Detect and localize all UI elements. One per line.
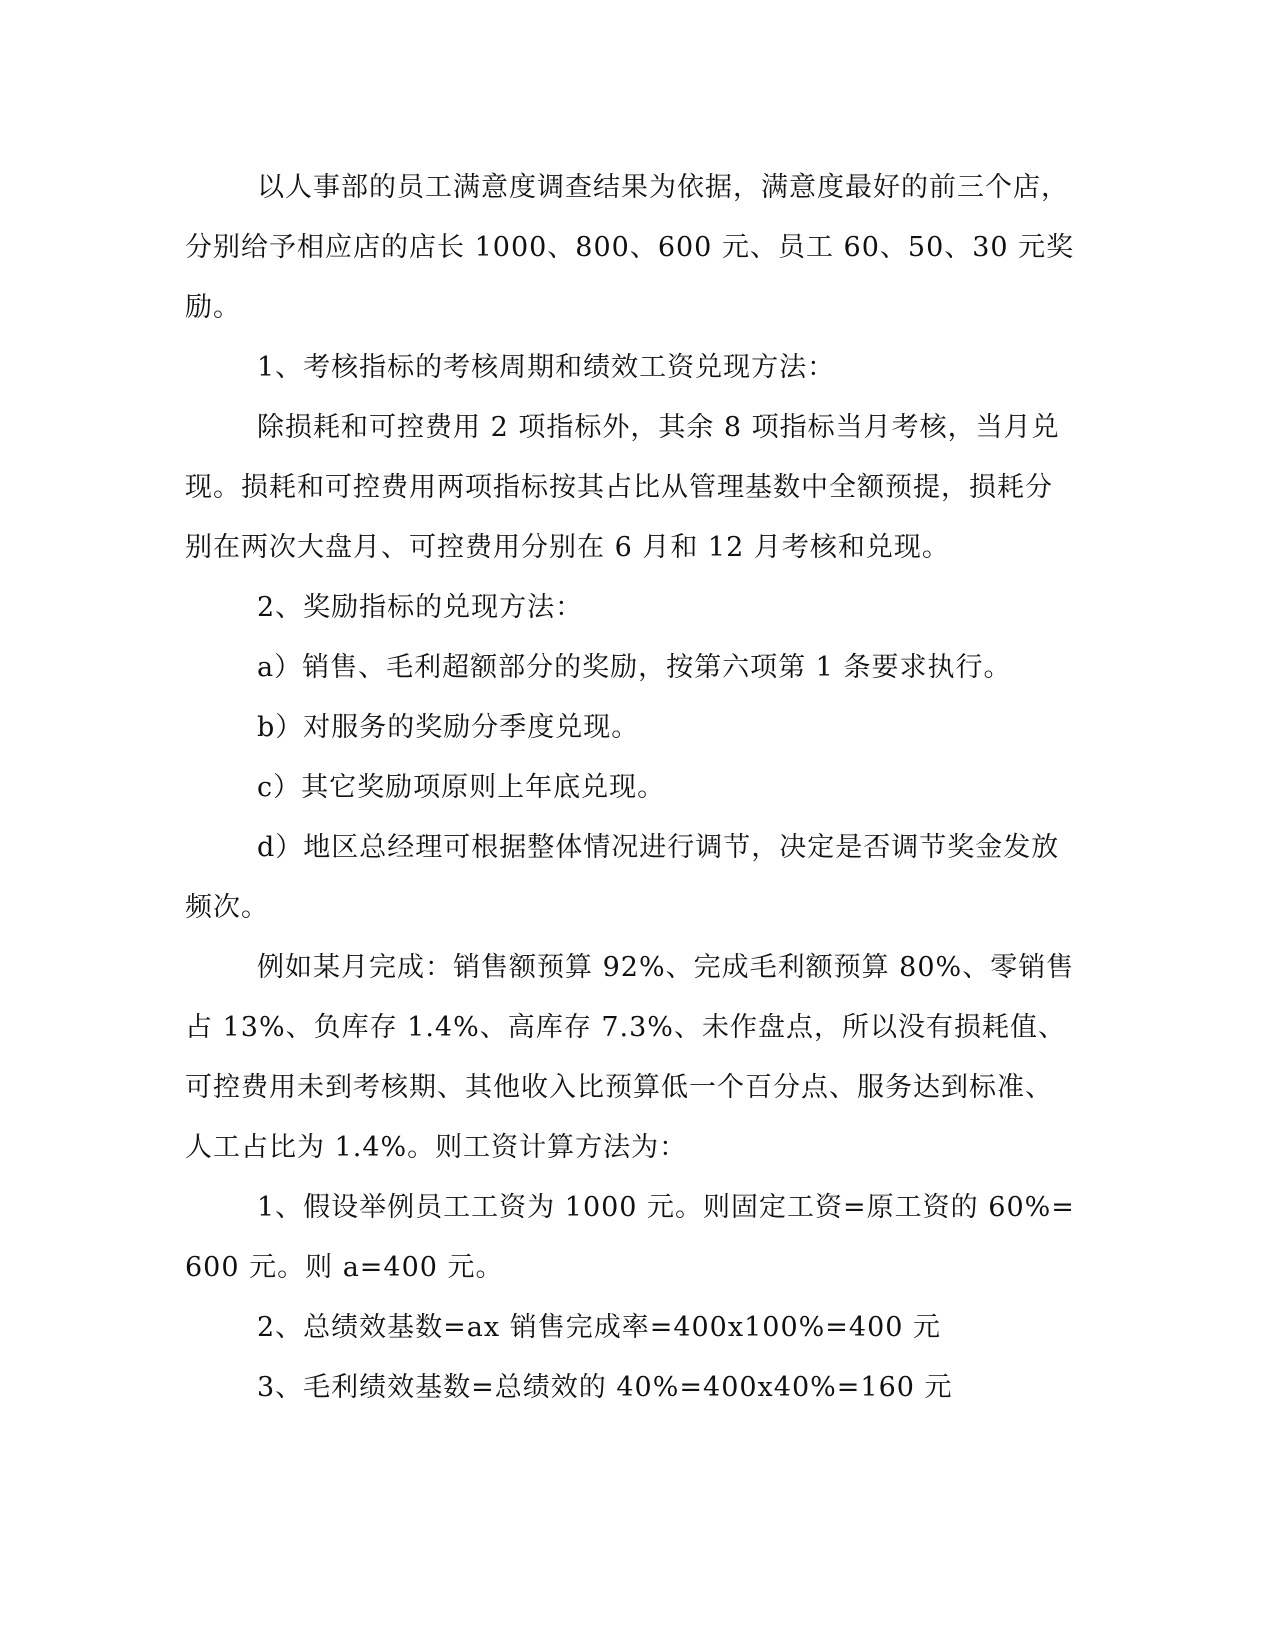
paragraph-step-1: 1、假设举例员工工资为 1000 元。则固定工资=原工资的 60%=600 元。则 a=400 元。 — [185, 1192, 1075, 1283]
paragraph-heading-reward-method: 2、奖励指标的兑现方法： — [257, 592, 584, 623]
paragraph-satisfaction-award: 以人事部的员工满意度调查结果为依据，满意度最好的前三个店，分别给予相应店的店长 1000、800、600 元、员工 60、50、30 元奖励。 — [185, 172, 1075, 323]
paragraph-assessment-cycle: 除损耗和可控费用 2 项指标外，其余 8 项指标当月考核，当月兑现。损耗和可控费用两项指标按其占比从管理基数中全额预提，损耗分别在两次大盘月、可控费用分别在 6 月和 12 月考核和兑现。 — [185, 412, 1060, 563]
paragraph-item-a: a）销售、毛利超额部分的奖励，按第六项第 1 条要求执行。 — [257, 652, 1012, 683]
paragraph-step-3: 3、毛利绩效基数=总绩效的 40%=400x40%=160 元 — [257, 1372, 953, 1403]
paragraph-item-b: b）对服务的奖励分季度兑现。 — [257, 712, 640, 743]
document-body — [185, 158, 1075, 1418]
paragraph-item-c: c）其它奖励项原则上年底兑现。 — [257, 772, 666, 803]
paragraph-step-2: 2、总绩效基数=ax 销售完成率=400x100%=400 元 — [257, 1312, 942, 1343]
paragraph-item-d: d）地区总经理可根据整体情况进行调节，决定是否调节奖金发放频次。 — [185, 832, 1060, 923]
paragraph-heading-assessment-cycle: 1、考核指标的考核周期和绩效工资兑现方法： — [257, 352, 836, 383]
paragraph-example: 例如某月完成：销售额预算 92%、完成毛利额预算 80%、零销售占 13%、负库存 1.4%、高库存 7.3%、未作盘点，所以没有损耗值、可控费用未到考核期、其他收入比预算低一个百分点、服务达到标准、人工占比为 1.4%。则工资计算方法为： — [185, 952, 1075, 1163]
